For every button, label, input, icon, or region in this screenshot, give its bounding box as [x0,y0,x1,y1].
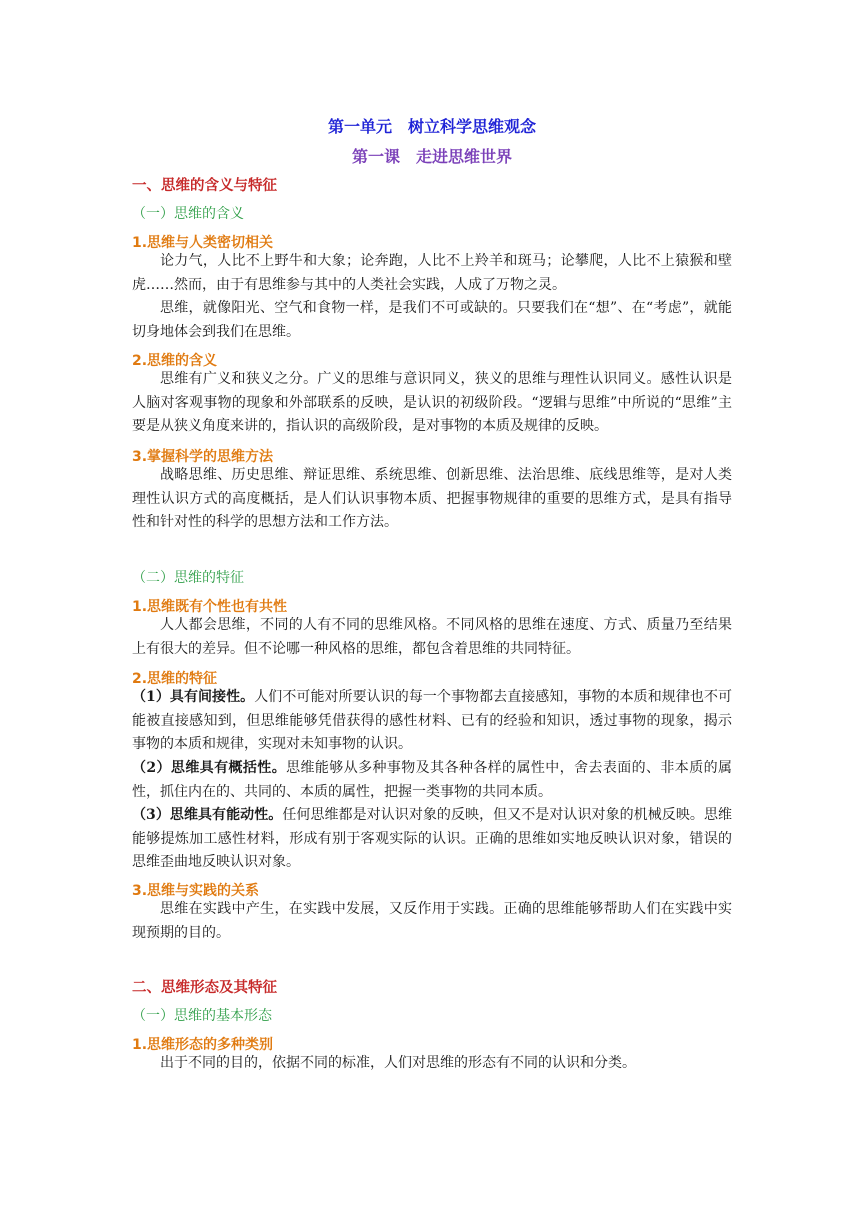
paragraph: 论力气，人比不上野牛和大象；论奔跑，人比不上羚羊和斑马；论攀爬，人比不上猿猴和壁虎……然而，由于有思维参与其中的人类社会实践，人成了万物之灵。 [132,253,732,293]
unit-title: 第一单元 树立科学思维观念 [327,117,536,136]
feature-text: 思维能够从多种事物及其各种各样的属性中，舍去表面的、非本质的属性，抓住内在的、共同的、本质的属性，把握一类事物的共同本质。 [132,760,732,800]
item-heading: 2.思维的含义 [132,353,218,369]
item-heading: 1.思维与人类密切相关 [132,235,274,251]
paragraph: 思维在实践中产生，在实践中发展，又反作用于实践。正确的思维能够帮助人们在实践中实现预期的目的。 [132,901,732,941]
item-heading: 3.掌握科学的思维方法 [132,449,274,465]
feature-paragraph [132,686,732,757]
feature-paragraph [132,757,732,804]
feature-text: 人们不可能对所要认识的每一个事物都去直接感知，事物的本质和规律也不可能被直接感知到，但思维能够凭借获得的感性材料、已有的经验和知识，透过事物的现象，揭示事物的本质和规律，实现对未知事物的认识。 [132,689,733,752]
feature-lead: （3）思维具有能动性。 [132,807,283,823]
subsection-heading: （一）思维的含义 [132,206,244,222]
item-heading: 1.思维形态的多种类别 [132,1037,274,1053]
section-heading: 二、思维形态及其特征 [132,980,277,996]
feature-paragraph [132,804,732,875]
feature-text: 任何思维都是对认识对象的反映，但又不是对认识对象的机械反映。思维能够提炼加工感性材料，形成有别于客观实际的认识。正确的思维如实地反映认识对象，错误的思维歪曲地反映认识对象。 [132,807,733,870]
item-heading: 2.思维的特征 [132,671,218,687]
paragraph: 战略思维、历史思维、辩证思维、系统思维、创新思维、法治思维、底线思维等，是对人类理性认识方式的高度概括，是人们认识事物本质、把握事物规律的重要的思维方式，是具有指导性和针对性的科学的思想方法和工作方法。 [132,467,732,530]
paragraph: 人人都会思维，不同的人有不同的思维风格。不同风格的思维在速度、方式、质量乃至结果上有很大的差异。但不论哪一种风格的思维，都包含着思维的共同特征。 [132,617,732,657]
subsection-heading: （二）思维的特征 [132,570,244,586]
item-heading: 3.思维与实践的关系 [132,883,260,899]
item-heading: 1.思维既有个性也有共性 [132,599,288,615]
section-heading: 一、思维的含义与特征 [132,178,277,194]
subsection-heading: （一）思维的基本形态 [132,1008,272,1024]
lesson-title: 第一课 走进思维世界 [351,147,512,166]
paragraph: 思维，就像阳光、空气和食物一样，是我们不可或缺的。只要我们在“想”、在“考虑”，就能切身地体会到我们在思维。 [132,300,732,340]
feature-lead: （2）思维具有概括性。 [132,760,287,776]
feature-lead: （1）具有间接性。 [132,689,255,705]
paragraph: 思维有广义和狭义之分。广义的思维与意识同义，狭义的思维与理性认识同义。感性认识是人脑对客观事物的现象和外部联系的反映，是认识的初级阶段。“逻辑与思维”中所说的“思维”主要是从狭义角度来讲的，指认识的高级阶段，是对事物的本质及规律的反映。 [132,371,732,434]
paragraph: 出于不同的目的，依据不同的标准，人们对思维的形态有不同的认识和分类。 [160,1055,636,1071]
